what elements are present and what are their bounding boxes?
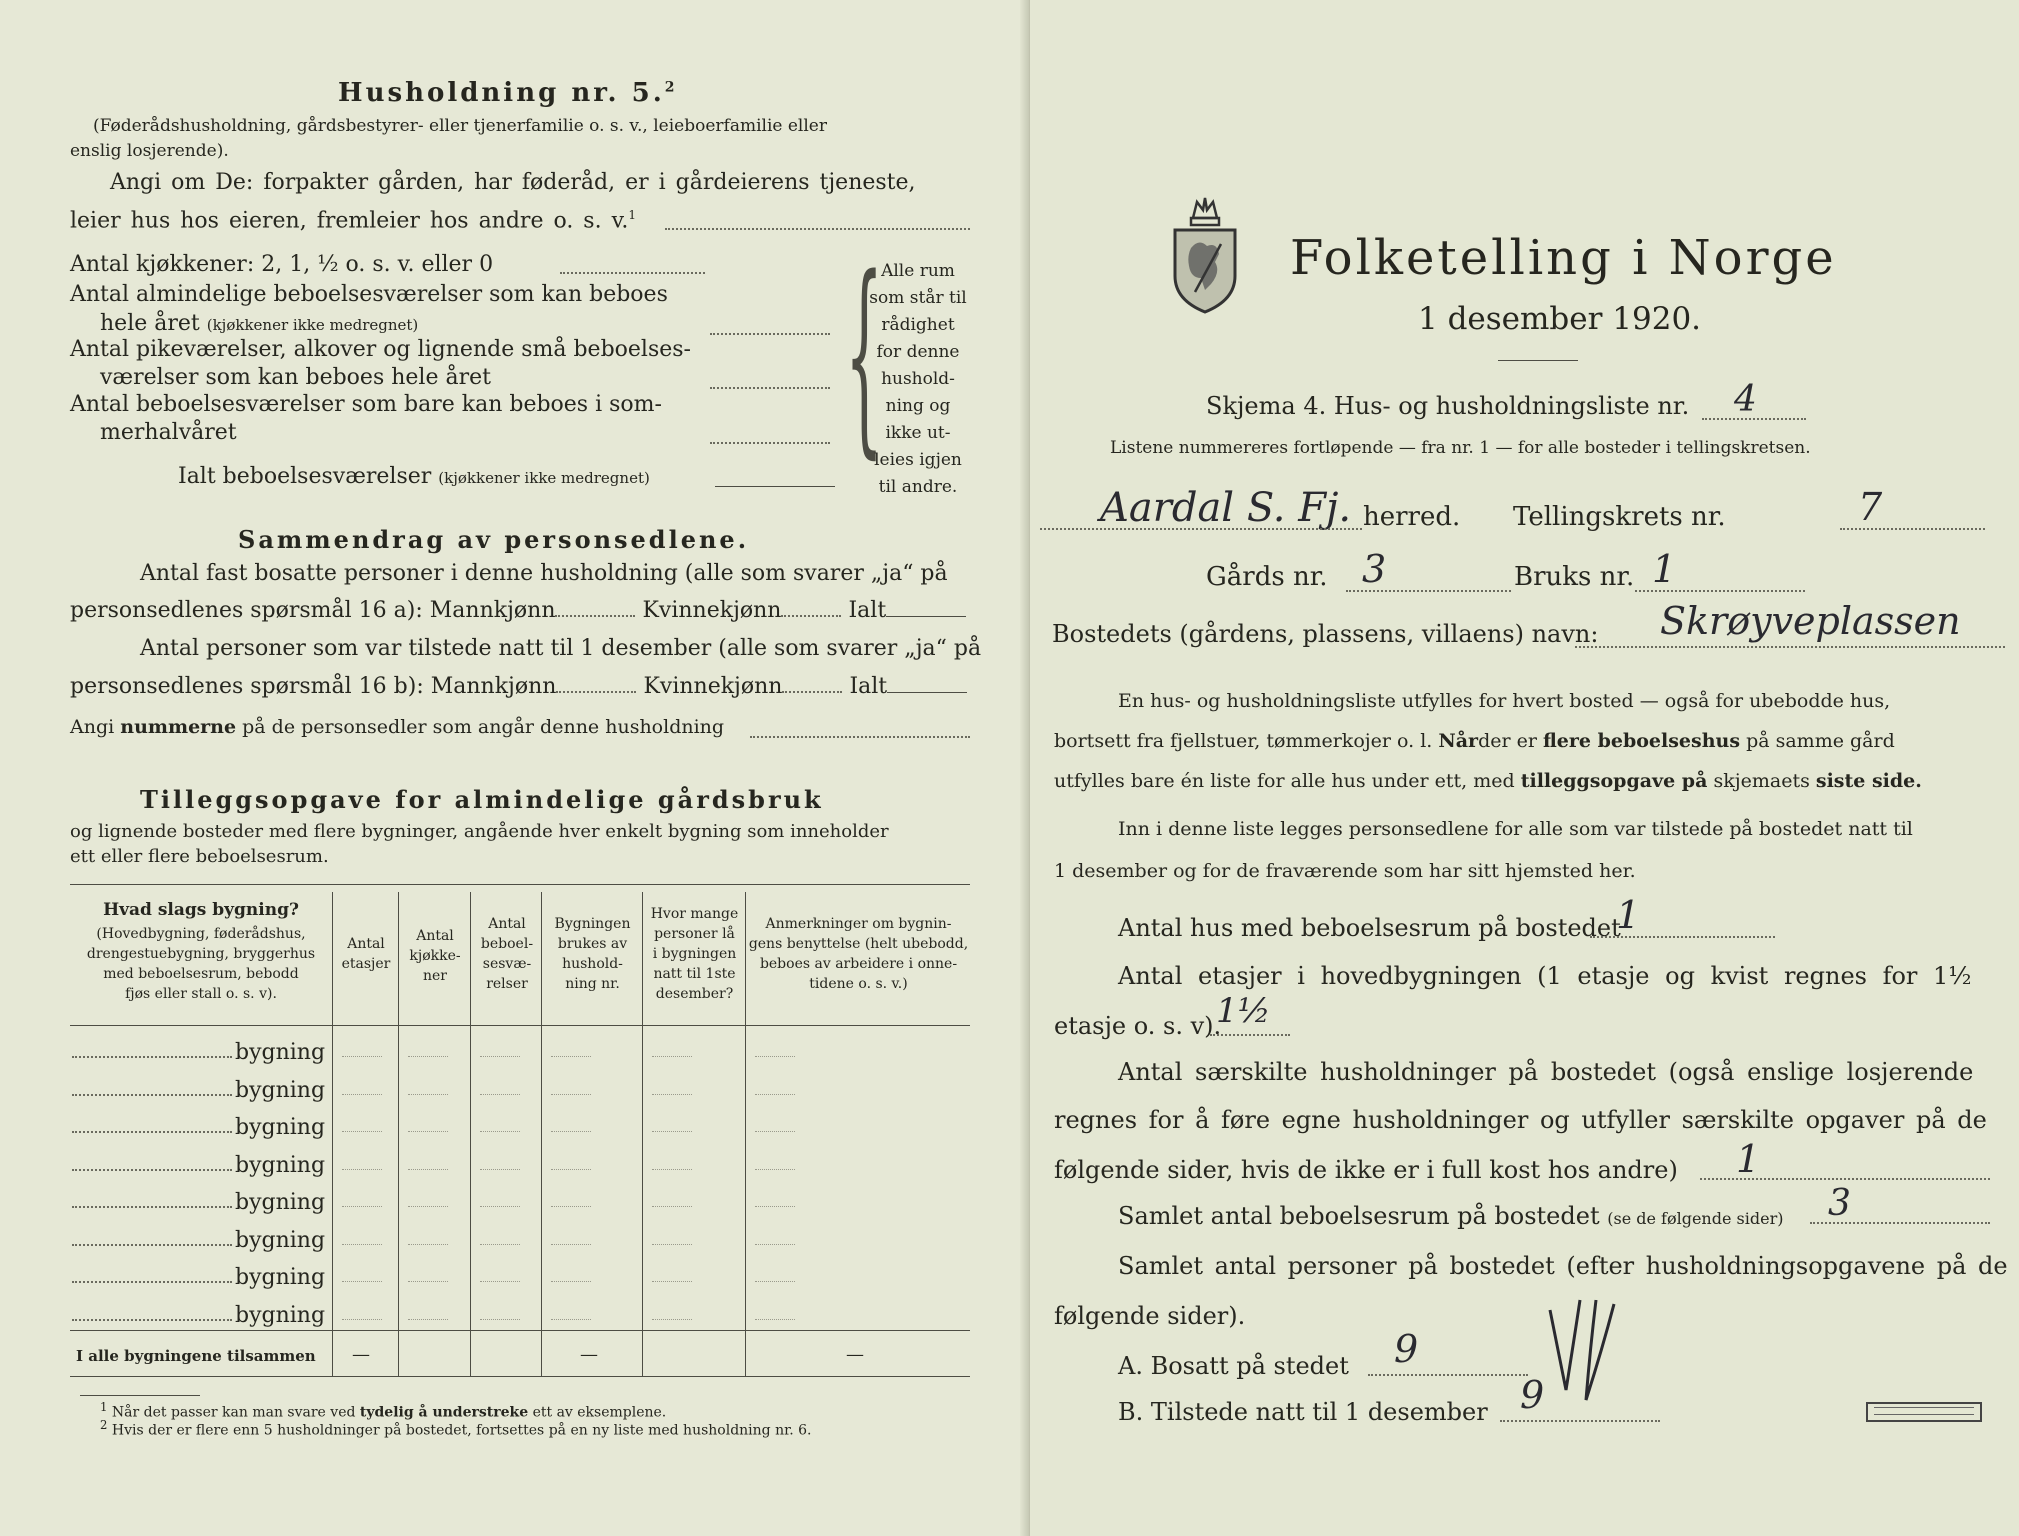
instructions-line-5: 1 desember og for de fraværende som har sitt hjemsted her.	[1054, 860, 1636, 882]
cell-entry-line	[652, 1056, 692, 1057]
cell-entry-line	[755, 1056, 795, 1057]
cell-entry-line	[755, 1094, 795, 1095]
present-persons-label: Antal personer som var tilstede natt til 1 desember (alle som svarer „ja“ på	[140, 636, 982, 661]
household-subtitle: (Føderådshusholdning, gårdsbestyrer- eller tjenerfamilie o. s. v., leieboerfamilie eller	[93, 116, 827, 136]
table-header-rule	[70, 1025, 970, 1026]
cell-entry-line	[652, 1169, 692, 1170]
total-rooms-question: Samlet antal beboelsesrum på bostedet (se de følgende sider)	[1118, 1202, 1784, 1230]
building-type-input-line[interactable]	[72, 1094, 232, 1096]
cell-entry-line	[480, 1094, 520, 1095]
households-label-cont: regnes for å føre egne husholdninger og utfyller særskilte opgaver på de	[1054, 1106, 1987, 1134]
supplement-title: Tilleggsopgave for almindelige gårdsbruk	[140, 785, 824, 814]
table-row[interactable]	[70, 1143, 970, 1179]
table-row[interactable]	[70, 1180, 970, 1216]
ordinary-rooms-label-cont: hele året (kjøkkener ikke medregnet)	[100, 311, 419, 336]
building-row-label: bygning	[235, 1228, 326, 1253]
cell-entry-line	[408, 1056, 448, 1057]
building-type-input-line[interactable]	[72, 1131, 232, 1133]
household-title: Husholdning nr. 5.$^2$	[338, 78, 678, 108]
cell-entry-line	[342, 1094, 382, 1095]
tenure-question-cont: leier hus hos eieren, fremleier hos andre o. s. v.$^1$	[70, 208, 637, 234]
instructions-line-4: Inn i denne liste legges personsedlene for alle som var tilstede på bostedet natt til	[1118, 818, 1913, 840]
resident-label: A. Bosatt på stedet	[1118, 1352, 1349, 1380]
building-row-label: bygning	[235, 1190, 326, 1215]
list-numbering-note: Listene nummereres fortløpende — fra nr. 1 — for alle bosteder i tellingskretsen.	[1110, 438, 1811, 458]
cell-entry-line	[408, 1094, 448, 1095]
building-type-input-line[interactable]	[72, 1319, 232, 1321]
col-persons-header: Hvor mange personer lå i bygningen natt til 1ste desember?	[650, 906, 739, 1002]
instructions-line-2: bortsett fra fjellstuer, tømmerkojer o. l. Nårder er flere beboelseshus på samme gård	[1054, 730, 1895, 752]
building-type-input-line[interactable]	[72, 1206, 232, 1208]
cell-entry-line	[408, 1281, 448, 1282]
table-row[interactable]	[70, 1255, 970, 1291]
total-remarks-dash: —	[846, 1344, 864, 1365]
brace-note: Alle rum som står til rådighet for denne hushold- ning og ikke ut- leies igjen til andre.	[869, 261, 967, 497]
floors-label: Antal etasjer i hovedbygningen (1 etasje og kvist regnes for 1½	[1118, 962, 1972, 990]
kitchens-label: Antal kjøkkener: 2, 1, ½ o. s. v. eller 0	[70, 252, 494, 277]
instructions-line-1: En hus- og husholdningsliste utfylles for hvert bosted — også for ubebodde hus,	[1118, 690, 1891, 712]
households-label-cont2: følgende sider, hvis de ikke er i full kost hos andre)	[1054, 1156, 1678, 1184]
footnote-1: $^1$ Når det passer kan man svare ved tydelig å understreke ett av eksemplene.	[100, 1400, 667, 1421]
tally-check-marks	[1540, 1290, 1630, 1420]
building-row-label: bygning	[235, 1040, 326, 1065]
cell-entry-line	[342, 1244, 382, 1245]
table-top-rule	[70, 884, 970, 885]
right-page	[1030, 0, 2019, 1536]
households-line[interactable]	[1700, 1178, 1990, 1180]
cell-entry-line	[480, 1169, 520, 1170]
cell-entry-line	[652, 1244, 692, 1245]
cell-entry-line	[551, 1206, 591, 1207]
cell-entry-line	[551, 1094, 591, 1095]
form-date: 1 desember 1920.	[1418, 301, 1702, 337]
footnote-rule	[80, 1395, 200, 1396]
cell-entry-line	[480, 1056, 520, 1057]
cell-entry-line	[755, 1319, 795, 1320]
schema-number-line[interactable]	[1702, 418, 1806, 420]
cell-entry-line	[408, 1131, 448, 1132]
person-numbers-answer-line[interactable]	[750, 736, 970, 738]
cell-entry-line	[480, 1319, 520, 1320]
brace-glyph: {	[845, 234, 884, 480]
col-remarks-header: Anmerkninger om bygnin- gens benyttelse (helt ubebodd, beboes av arbeidere i onne- tidene o. s. v.)	[748, 916, 969, 992]
cell-entry-line	[551, 1319, 591, 1320]
cell-entry-line	[551, 1056, 591, 1057]
cell-entry-line	[652, 1206, 692, 1207]
resident-persons-label: Antal fast bosatte personer i denne husholdning (alle som svarer „ja“ på	[140, 561, 948, 586]
coat-of-arms-icon	[1165, 188, 1245, 318]
col-kitchens-header: Antal kjøkke- ner	[409, 928, 461, 984]
ordinary-rooms-answer-line[interactable]	[710, 333, 830, 335]
bosted-label: Bostedets (gårdens, plassens, villaens) navn:	[1052, 620, 1599, 648]
cell-entry-line	[408, 1319, 448, 1320]
table-total-label: I alle bygningene tilsammen	[76, 1347, 316, 1365]
floors-value: 1½	[1216, 991, 1271, 1031]
household-subtitle-cont: enslig losjerende).	[70, 141, 229, 161]
cell-entry-line	[408, 1244, 448, 1245]
present-value: 9	[1520, 1373, 1545, 1417]
bosted-line[interactable]	[1575, 646, 2005, 648]
col-rooms-header: Antal beboel- sesvæ- relser	[480, 916, 534, 992]
gards-line[interactable]	[1346, 590, 1511, 592]
table-row[interactable]	[70, 1068, 970, 1104]
cell-entry-line	[551, 1244, 591, 1245]
resident-persons-label-cont: personsedlenes spørsmål 16 a): Mannkjønn Kvinnekjønn Ialt	[70, 600, 966, 622]
kitchens-answer-line[interactable]	[560, 272, 705, 274]
table-total-rule	[70, 1330, 970, 1331]
maid-rooms-answer-line[interactable]	[710, 387, 830, 389]
floors-line[interactable]	[1210, 1034, 1290, 1036]
tellingskrets-value: 7	[1858, 485, 1883, 529]
total-household-dash: —	[580, 1344, 598, 1365]
table-row[interactable]	[70, 1293, 970, 1329]
total-rooms-value: 3	[1828, 1183, 1851, 1224]
cell-entry-line	[342, 1319, 382, 1320]
cell-entry-line	[551, 1169, 591, 1170]
schema-number-value: 4	[1734, 379, 1757, 420]
table-row[interactable]	[70, 1218, 970, 1254]
person-numbers-label: Angi nummerne på de personsedler som angår denne husholdning	[70, 716, 725, 738]
cell-entry-line	[480, 1281, 520, 1282]
building-row-label: bygning	[235, 1115, 326, 1140]
herred-label: herred.	[1363, 502, 1461, 532]
households-value: 1	[1736, 1137, 1761, 1181]
cell-entry-line	[652, 1319, 692, 1320]
col-household-header: Bygningen brukes av hushold- ning nr.	[554, 916, 631, 992]
total-rooms-label: Ialt beboelsesværelser (kjøkkener ikke medregnet)	[178, 464, 650, 489]
resident-line[interactable]	[1368, 1374, 1528, 1376]
present-persons-label-cont: personsedlenes spørsmål 16 b): Mannkjønn Kvinnekjønn Ialt	[70, 676, 967, 698]
form-title: Folketelling i Norge	[1290, 230, 1837, 286]
tenure-question: Angi om De: forpakter gården, har føderåd, er i gårdeierens tjeneste,	[110, 170, 916, 195]
ordinary-rooms-label: Antal almindelige beboelsesværelser som kan beboes	[70, 282, 668, 307]
cell-entry-line	[755, 1169, 795, 1170]
building-row-label: bygning	[235, 1265, 326, 1290]
total-rooms-line[interactable]	[1810, 1222, 1990, 1224]
tellingskrets-line[interactable]	[1840, 528, 1985, 530]
instructions-line-3: utfylles bare én liste for alle hus under ett, med tilleggsopgave på skjemaets siste side.	[1054, 770, 1922, 792]
summer-rooms-label: Antal beboelsesværelser som bare kan beboes i som-	[70, 392, 662, 417]
cell-entry-line	[480, 1244, 520, 1245]
houses-value: 1	[1616, 893, 1641, 937]
total-persons-question: Samlet antal personer på bostedet (efter husholdningsopgavene på de	[1118, 1252, 2008, 1280]
cell-entry-line	[551, 1131, 591, 1132]
building-row-label: bygning	[235, 1303, 326, 1328]
cell-entry-line	[652, 1094, 692, 1095]
present-line[interactable]	[1500, 1420, 1660, 1422]
building-type-input-line[interactable]	[72, 1281, 232, 1283]
building-row-label: bygning	[235, 1153, 326, 1178]
floors-label-cont: etasje o. s. v).	[1054, 1012, 1222, 1040]
col-building-type-header: Hvad slags bygning? (Hovedbygning, føderådshus, drengestuebygning, bryggerhus med beboelsesrum, bebodd fjøs eller stall o. s. v).	[86, 900, 316, 1002]
cell-entry-line	[408, 1206, 448, 1207]
summer-rooms-answer-line[interactable]	[710, 442, 830, 444]
cell-entry-line	[342, 1131, 382, 1132]
bruks-line[interactable]	[1635, 590, 1805, 592]
resident-value: 9	[1394, 1327, 1419, 1371]
cell-entry-line	[480, 1131, 520, 1132]
maid-rooms-label-cont: værelser som kan beboes hele året	[100, 365, 491, 390]
total-floors-dash: —	[352, 1344, 370, 1365]
maid-rooms-label: Antal pikeværelser, alkover og lignende små beboelses-	[70, 337, 691, 362]
tenure-answer-line[interactable]	[665, 228, 970, 230]
table-row[interactable]	[70, 1030, 970, 1066]
building-type-input-line[interactable]	[72, 1169, 232, 1171]
cell-entry-line	[342, 1206, 382, 1207]
footnote-2: $^2$ Hvis der er flere enn 5 husholdninger på bostedet, fortsettes på en ny liste med husholdning nr. 6.	[100, 1418, 812, 1439]
table-row[interactable]	[70, 1105, 970, 1141]
building-type-input-line[interactable]	[72, 1244, 232, 1246]
cell-entry-line	[652, 1131, 692, 1132]
supplement-subtitle-cont: ett eller flere beboelsesrum.	[70, 846, 329, 867]
houses-line[interactable]	[1590, 936, 1775, 938]
bosted-value: Skrøyveplassen	[1660, 599, 1961, 643]
herred-value: Aardal S. Fj.	[1100, 485, 1352, 531]
cell-entry-line	[755, 1244, 795, 1245]
cell-entry-line	[755, 1281, 795, 1282]
cell-entry-line	[342, 1281, 382, 1282]
cell-entry-line	[551, 1281, 591, 1282]
building-row-label: bygning	[235, 1078, 326, 1103]
total-persons-question-cont: følgende sider).	[1054, 1302, 1246, 1330]
tellingskrets-label: Tellingskrets nr.	[1513, 502, 1726, 532]
cell-entry-line	[755, 1206, 795, 1207]
households-label: Antal særskilte husholdninger på bostedet (også enslige losjerende	[1118, 1058, 1974, 1086]
cell-entry-line	[342, 1056, 382, 1057]
bruks-label: Bruks nr.	[1514, 562, 1635, 592]
building-type-input-line[interactable]	[72, 1056, 232, 1058]
printer-stamp	[1866, 1402, 1982, 1422]
supplement-subtitle: og lignende bosteder med flere bygninger, angående hver enkelt bygning som inneholder	[70, 821, 889, 842]
col-floors-header: Antal etasjer	[341, 936, 391, 972]
bruks-value: 1	[1652, 547, 1677, 591]
cell-entry-line	[408, 1169, 448, 1170]
total-rooms-answer-line[interactable]	[715, 486, 835, 487]
summer-rooms-label-cont: merhalvåret	[100, 420, 237, 445]
gards-label: Gårds nr.	[1206, 562, 1328, 592]
title-rule	[1498, 360, 1578, 361]
cell-entry-line	[755, 1131, 795, 1132]
cell-entry-line	[480, 1206, 520, 1207]
schema-label: Skjema 4. Hus- og husholdningsliste nr.	[1206, 392, 1690, 420]
gards-value: 3	[1362, 547, 1387, 591]
houses-label: Antal hus med beboelsesrum på bostedet	[1118, 914, 1621, 942]
herred-line[interactable]	[1040, 528, 1362, 530]
summary-title: Sammendrag av personsedlene.	[238, 525, 750, 554]
cell-entry-line	[342, 1169, 382, 1170]
table-bottom-rule	[70, 1376, 970, 1377]
present-label: B. Tilstede natt til 1 desember	[1118, 1398, 1488, 1426]
cell-entry-line	[652, 1281, 692, 1282]
